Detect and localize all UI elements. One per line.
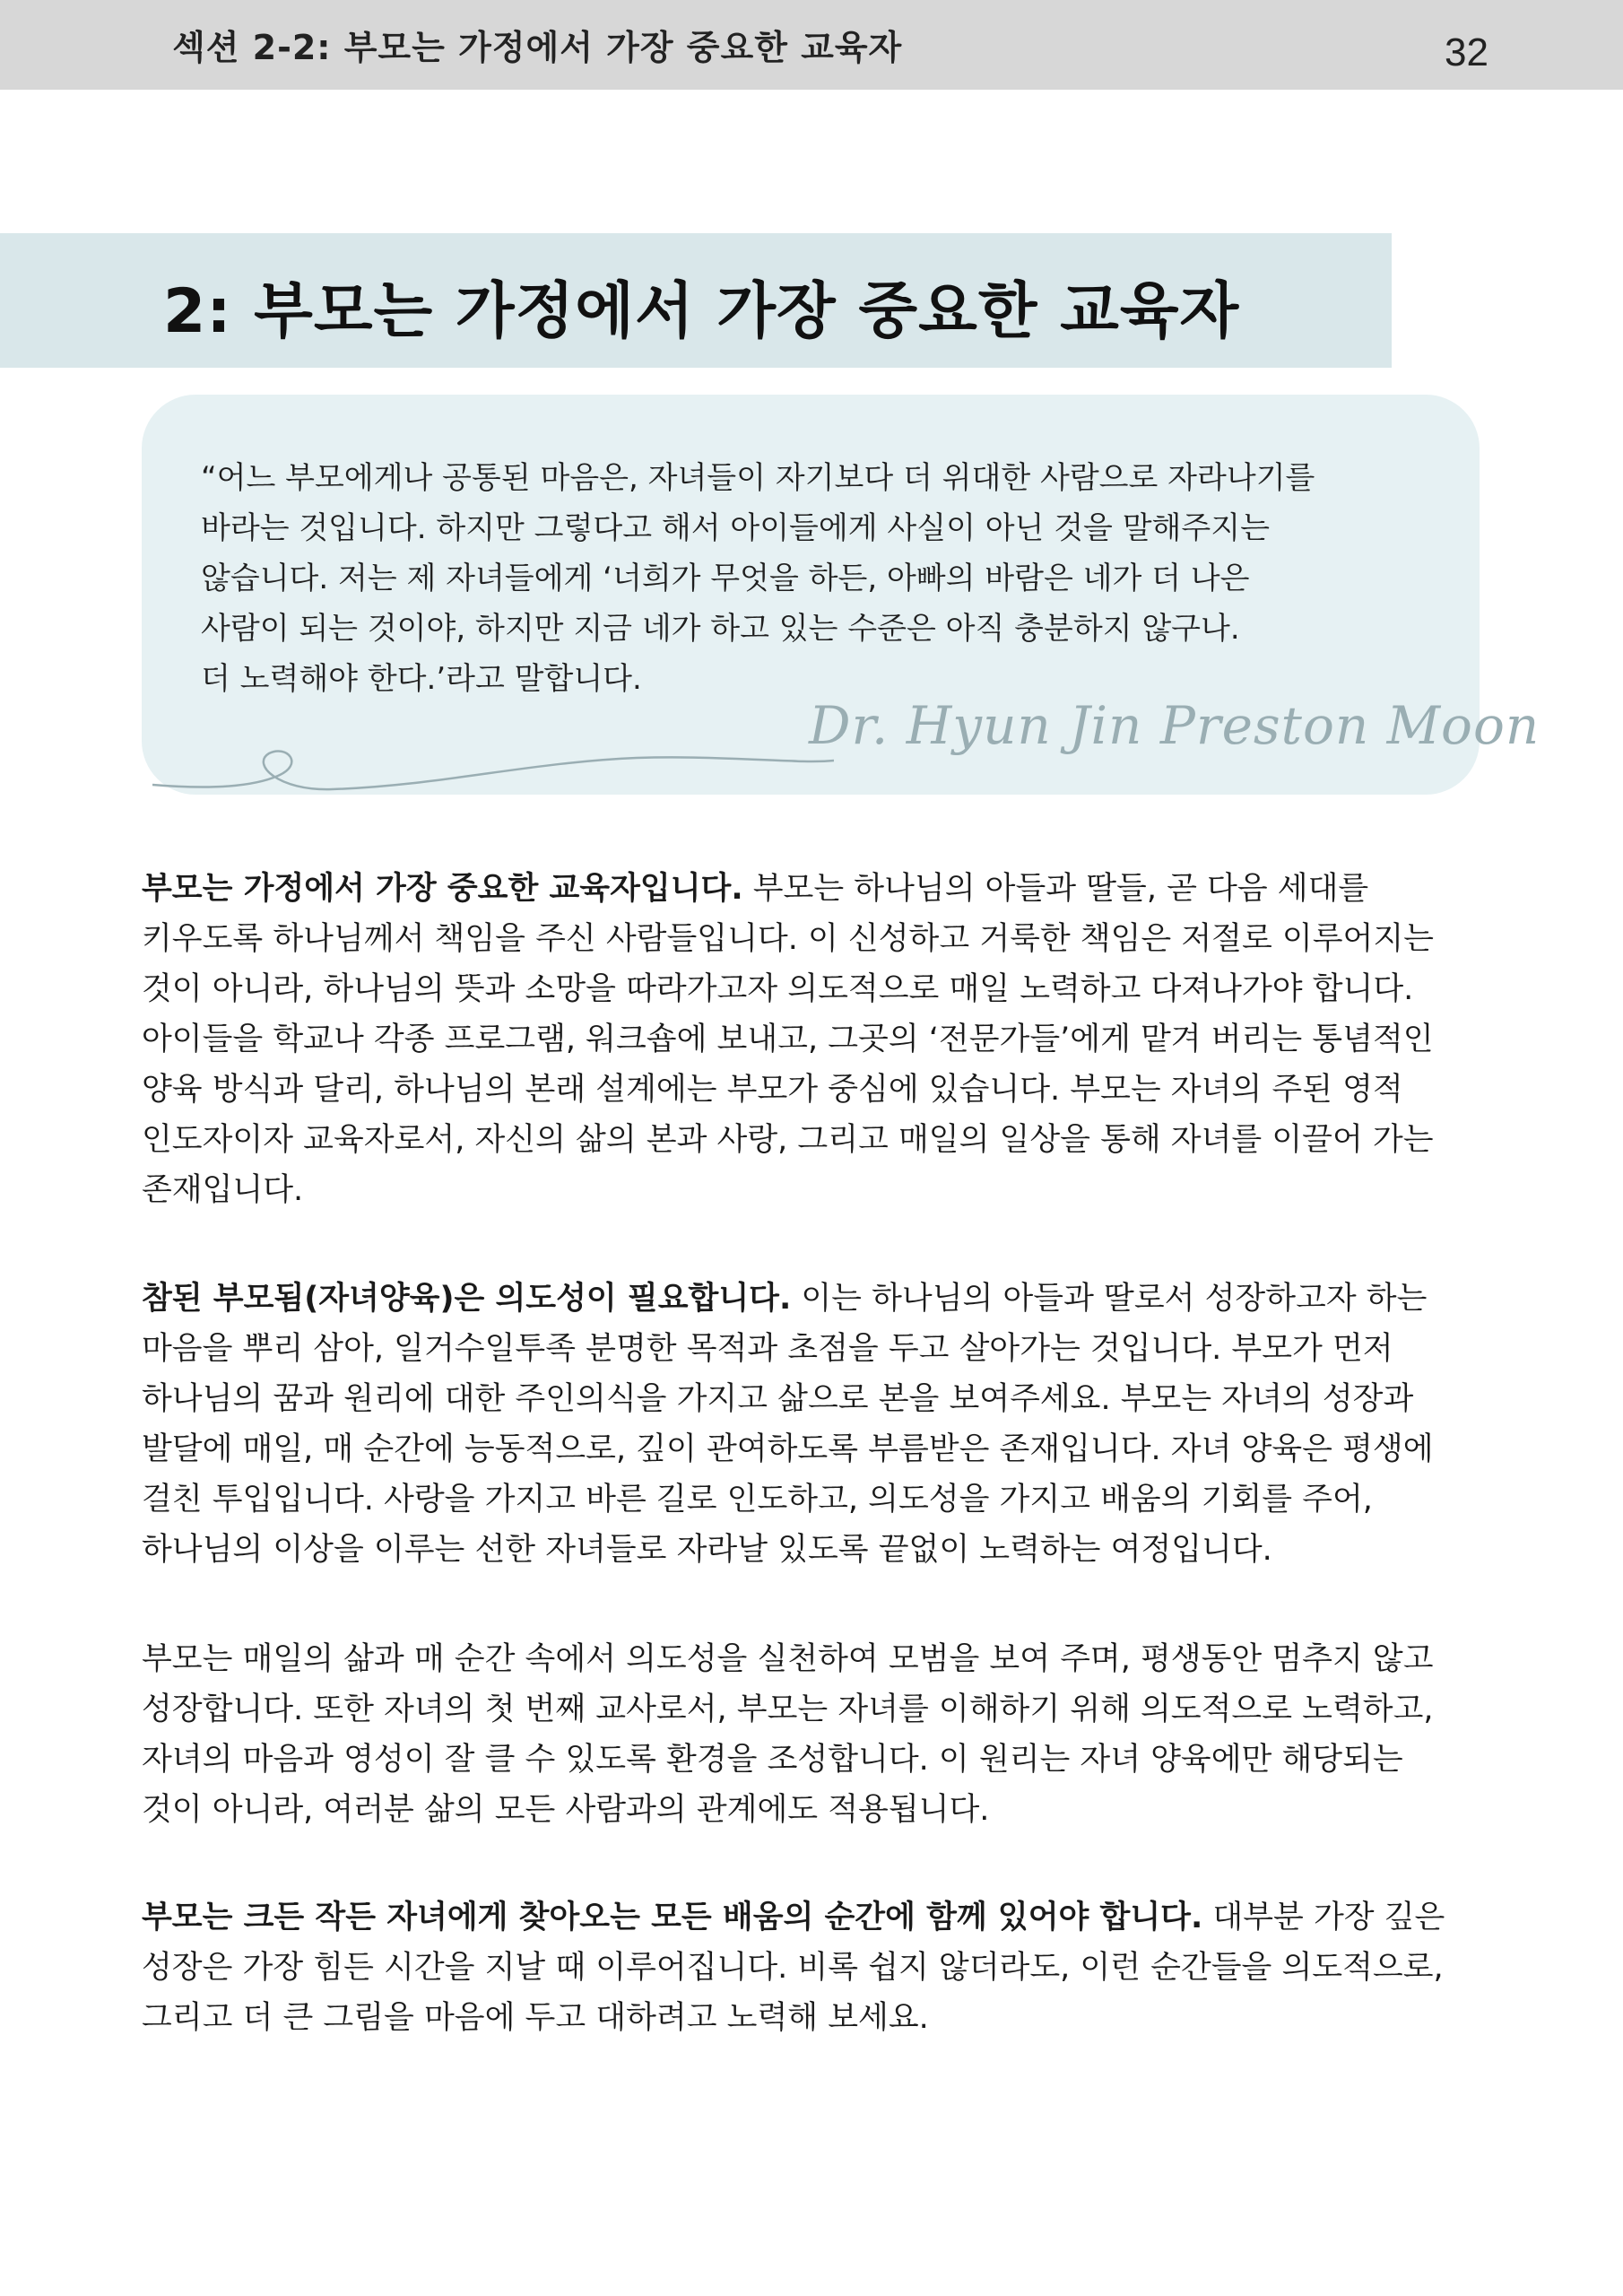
- body-paragraph: [142, 1892, 1505, 2043]
- paragraph-line: 자녀의 마음과 영성이 잘 클 수 있도록 환경을 조성합니다. 이 원리는 자녀 양육에만 해당되는: [142, 1742, 1403, 1778]
- quote-line: 바라는 것입니다. 하지만 그렇다고 해서 아이들에게 사실이 아닌 것을 말해주지는: [201, 510, 1270, 546]
- paragraph-first-line: [142, 1892, 1505, 1943]
- paragraph-line: 걸친 투입입니다. 사랑을 가지고 바른 길로 인도하고, 의도성을 가지고 배움의 기회를 주어,: [142, 1482, 1373, 1518]
- body-paragraph: [142, 1634, 1505, 1835]
- body-paragraph: [142, 864, 1505, 1215]
- paragraph-line: 존재입니다.: [142, 1172, 304, 1208]
- quote-line: 않습니다. 저는 제 자녀들에게 ‘너희가 무엇을 하든, 아빠의 바람은 네가 더 나은: [201, 561, 1250, 596]
- paragraph-text: 이는 하나님의 아들과 딸로서 성장하고자 하는: [791, 1281, 1428, 1317]
- quote-line: 더 노력해야 한다.’라고 말합니다.: [201, 661, 642, 697]
- paragraph-line: 키우도록 하나님께서 책임을 주신 사람들입니다. 이 신성하고 거룩한 책임은 저절로 이루어지는: [142, 921, 1434, 957]
- quote-signature: Dr. Hyun Jin Preston Moon: [809, 695, 1541, 756]
- paragraph-lead: 부모는 크든 작든 자녀에게 찾아오는 모든 배움의 순간에 함께 있어야 합니다.: [142, 1900, 1203, 1935]
- paragraph-line: 하나님의 꿈과 원리에 대한 주인의식을 가지고 삶으로 본을 보여주세요. 부모는 자녀의 성장과: [142, 1381, 1414, 1417]
- header-bar: [0, 0, 1623, 90]
- paragraph-line: 발달에 매일, 매 순간에 능동적으로, 깊이 관여하도록 부름받은 존재입니다. 자녀 양육은 평생에: [142, 1431, 1434, 1467]
- quote-text: [201, 453, 1438, 704]
- paragraph-line: 것이 아니라, 여러분 삶의 모든 사람과의 관계에도 적용됩니다.: [142, 1792, 990, 1828]
- paragraph-line: 아이들을 학교나 각종 프로그램, 워크숍에 보내고, 그곳의 ‘전문가들’에게 맡겨 버리는 통념적인: [142, 1022, 1434, 1057]
- paragraph-line: 양육 방식과 달리, 하나님의 본래 설계에는 부모가 중심에 있습니다. 부모는 자녀의 주된 영적: [142, 1072, 1403, 1108]
- paragraph-line: 성장합니다. 또한 자녀의 첫 번째 교사로서, 부모는 자녀를 이해하기 위해 의도적으로 노력하고,: [142, 1692, 1434, 1727]
- quote-line: “어느 부모에게나 공통된 마음은, 자녀들이 자기보다 더 위대한 사람으로 자라나기를: [201, 460, 1315, 496]
- body-paragraph: [142, 1274, 1505, 1575]
- paragraph-first-line: [142, 1274, 1505, 1324]
- paragraph-line: 그리고 더 큰 그림을 마음에 두고 대하려고 노력해 보세요.: [142, 2000, 929, 2036]
- paragraph-first-line: [142, 864, 1505, 914]
- paragraph-lead: 참된 부모됨(자녀양육)은 의도성이 필요합니다.: [142, 1281, 792, 1317]
- paragraph-text: 부모는 하나님의 아들과 딸들, 곧 다음 세대를: [742, 871, 1369, 907]
- running-head: 섹션 2-2: 부모는 가정에서 가장 중요한 교육자: [172, 28, 903, 67]
- page-number: 32: [1445, 30, 1488, 74]
- section-title: 2: 부모는 가정에서 가장 중요한 교육자: [163, 276, 1240, 347]
- paragraph-line: 마음을 뿌리 삼아, 일거수일투족 분명한 목적과 초점을 두고 살아가는 것입니다. 부모가 먼저: [142, 1331, 1393, 1367]
- paragraph-text: 부모는 매일의 삶과 매 순간 속에서 의도성을 실천하여 모범을 보여 주며, 평생동안 멈추지 않고: [142, 1641, 1434, 1677]
- paragraph-line: 것이 아니라, 하나님의 뜻과 소망을 따라가고자 의도적으로 매일 노력하고 다져나가야 합니다.: [142, 971, 1414, 1007]
- paragraph-line: 인도자이자 교육자로서, 자신의 삶의 본과 사랑, 그리고 매일의 일상을 통해 자녀를 이끌어 가는: [142, 1122, 1434, 1158]
- paragraph-first-line: [142, 1634, 1505, 1684]
- signature-flourish: [152, 735, 834, 798]
- paragraph-lead: 부모는 가정에서 가장 중요한 교육자입니다.: [142, 871, 743, 907]
- paragraph-line: 성장은 가장 힘든 시간을 지날 때 이루어집니다. 비록 쉽지 않더라도, 이런 순간들을 의도적으로,: [142, 1950, 1444, 1986]
- paragraph-line: 하나님의 이상을 이루는 선한 자녀들로 자라날 있도록 끝없이 노력하는 여정입니다.: [142, 1532, 1272, 1568]
- paragraph-text: 대부분 가장 깊은: [1202, 1900, 1445, 1935]
- quote-line: 사람이 되는 것이야, 하지만 지금 네가 하고 있는 수준은 아직 충분하지 않구나.: [201, 611, 1240, 647]
